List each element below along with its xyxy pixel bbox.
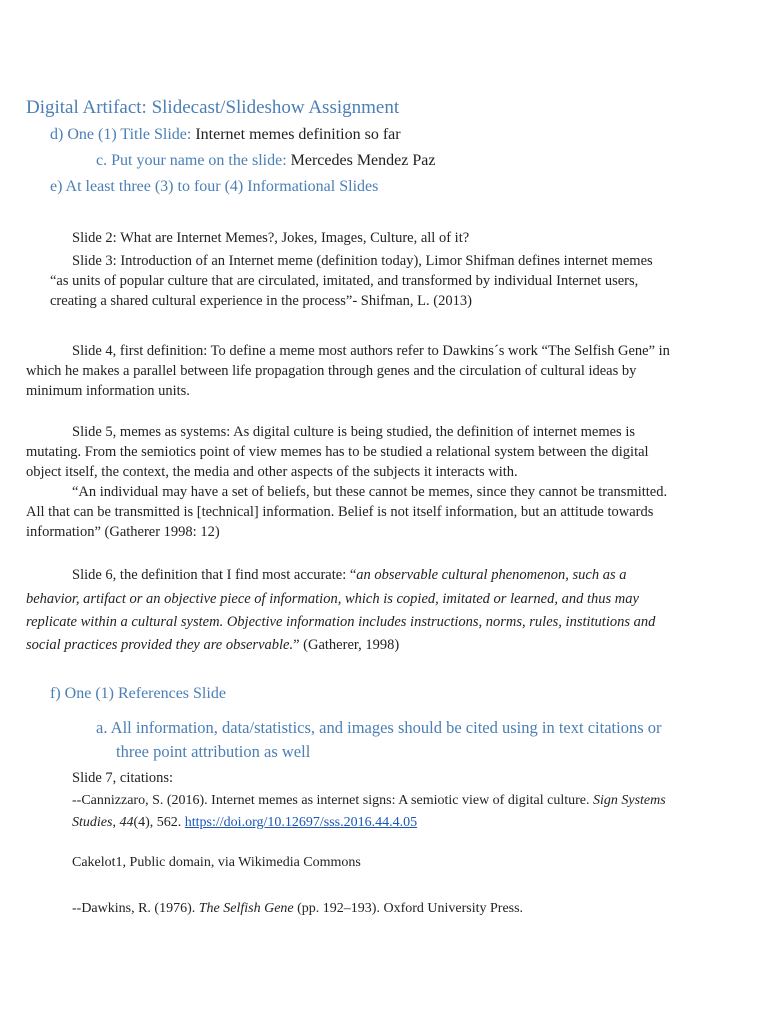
title-slide-item bbox=[50, 124, 401, 146]
slide-2-text: Slide 2: What are Internet Memes?, Jokes, Images, Culture, all of it? bbox=[72, 230, 470, 246]
slide-7-text: Slide 7, citations: bbox=[72, 770, 174, 786]
page-title: Digital Artifact: Slidecast/Slideshow Assignment bbox=[26, 97, 400, 118]
slide-3-line: Slide 3: Introduction of an Internet meme (definition today), Limor Shifman defines internet memes bbox=[72, 253, 653, 269]
slide-6-citation: ” (Gatherer, 1998) bbox=[293, 637, 400, 653]
slide-6-quote-end: social practices provided they are observable. bbox=[26, 637, 294, 653]
reference-cannizzaro-cont bbox=[72, 813, 417, 833]
slide-6-line: replicate within a cultural system. Objective information includes instructions, norms, rules, institutions and bbox=[26, 614, 656, 630]
reference-text: --Cannizzaro, S. (2016). Internet memes as internet signs: A semiotic view of digital culture. bbox=[72, 793, 590, 808]
reference-text: --Dawkins, R. (1976). bbox=[72, 901, 196, 916]
journal-volume: 44 bbox=[119, 815, 134, 830]
references-slide-item: f) One (1) References Slide bbox=[50, 685, 226, 702]
slide-5-quote-line: “An individual may have a set of beliefs, but these cannot be memes, since they cannot be transmitted. bbox=[72, 484, 668, 500]
reference-wikimedia: Cakelot1, Public domain, via Wikimedia Commons bbox=[72, 855, 361, 870]
name-label: c. Put your name on the slide: bbox=[96, 152, 287, 169]
reference-cannizzaro bbox=[72, 791, 666, 811]
slide-5-line: mutating. From the semiotics point of view memes has to be studied a relational system between the digital bbox=[26, 444, 649, 460]
slide-4-line: minimum information units. bbox=[26, 383, 190, 399]
title-slide-value: Internet memes definition so far bbox=[195, 126, 401, 143]
slide-5-line: Slide 5, memes as systems: As digital culture is being studied, the definition of internet memes is bbox=[72, 424, 636, 440]
reference-text: (pp. 192–193). Oxford University Press. bbox=[297, 901, 524, 916]
citation-instruction-line: a. All information, data/statistics, and images should be cited using in text citations or bbox=[96, 718, 662, 737]
slide-6-intro: Slide 6, the definition that I find most accurate: “ bbox=[72, 567, 357, 583]
slide-6-line: behavior, artifact or an objective piece of information, which is copied, imitated or learned, and thus may bbox=[26, 591, 639, 607]
slide-6-line bbox=[72, 564, 627, 586]
slide-6-line bbox=[26, 634, 399, 656]
informational-slides-item: e) At least three (3) to four (4) Informational Slides bbox=[50, 178, 379, 195]
slide-4-line: which he makes a parallel between life propagation through genes and the circulation of cultural ideas by bbox=[26, 363, 637, 379]
title-slide-label: d) One (1) Title Slide: bbox=[50, 126, 192, 143]
reference-separator: , bbox=[112, 815, 116, 830]
name-item bbox=[96, 150, 435, 172]
slide-5-quote-line: information” (Gatherer 1998: 12) bbox=[26, 524, 220, 540]
journal-issue-pages: (4), 562. bbox=[133, 815, 182, 830]
name-value: Mercedes Mendez Paz bbox=[290, 152, 436, 169]
reference-dawkins bbox=[72, 899, 523, 919]
slide-3-line: “as units of popular culture that are circulated, imitated, and transformed by individual Internet users, bbox=[50, 273, 639, 289]
slide-4-line: Slide 4, first definition: To define a meme most authors refer to Dawkins´s work “The Selfish Gene” in bbox=[72, 343, 670, 359]
doi-link[interactable]: https://doi.org/10.12697/sss.2016.44.4.05 bbox=[184, 815, 418, 830]
slide-5-line: object itself, the context, the media and other aspects of the subjects it interacts with. bbox=[26, 464, 518, 480]
slide-3-line: creating a shared cultural experience in the process”- Shifman, L. (2013) bbox=[50, 293, 472, 309]
slide-5-quote-line: All that can be transmitted is [technical] information. Belief is not itself information, but an attitude towards bbox=[26, 504, 654, 520]
journal-title: Studies bbox=[72, 815, 113, 830]
slide-6-quote: an observable cultural phenomenon, such as a bbox=[356, 567, 627, 583]
book-title: The Selfish Gene bbox=[198, 901, 294, 916]
journal-title: Sign Systems bbox=[592, 793, 666, 808]
citation-instruction-line: three point attribution as well bbox=[116, 742, 311, 761]
